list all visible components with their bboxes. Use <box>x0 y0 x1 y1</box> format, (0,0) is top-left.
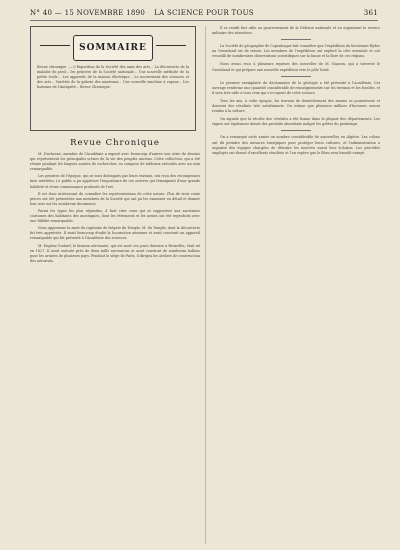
column-divider <box>205 26 206 544</box>
paragraph: On signale que la récolte des céréales a été bonne dans la plupart des départements. Les vignes ont également donné des produits abondants malgré les gelées du printemps. <box>212 117 380 127</box>
paragraph: Il se rendit fort utile au gouvernement de la Défense nationale et en organisant le service militaire des aérostiers. <box>212 26 380 36</box>
sommaire-text: Revue chronique. — L'Exposition de la Société des amis des arts... La découverte de la maladie du pied... les peintres de la Société nationale... Une nouvelle méthode de la petite école... Les appareils de la maison électrique... Le mouvement des sciences et des arts... Variétés de la galerie des minéraux... Une nouvelle machine à vapeur... Les hommes de l'Antiquité... Revue Chronique. <box>37 65 189 90</box>
sommaire-box <box>30 26 196 131</box>
paragraph: M. Duchesne, membre de l'Académie a exposé avec beaucoup d'autres une série de dessins qui représentent les principales scènes de la vie des peuples anciens. Cette collection, qui a été réunie pendant les longues années de recherches, se compose de tableaux exécutés avec un soin remarquable. <box>30 152 200 172</box>
paragraph: Les peintres de l'époque, qui se sont distingués par leurs travaux, ont reçu des récompenses bien méritées. Le public a pu apprécier l'importance de ces œuvres qui témoignent d'une grande habileté et d'une connaissance profonde de l'art. <box>30 174 200 189</box>
paragraph: M. Eugène Godard, le fameux aéronaute, qui est mort ces jours derniers à Bruxelles, était né en 1827. Il avait exécuté près de deux mille ascensions et avait construit de nombreux ballons pour les armées de plusieurs pays. Pendant le siège de Paris, il dirigea les ateliers de construction des aérostats. <box>30 243 200 263</box>
page-number: 361 <box>363 9 378 17</box>
journal-title: LA SCIENCE POUR TOUS <box>154 9 254 17</box>
paragraph: Nous avons reçu à plusieurs reprises des nouvelles de M. Nansen, qui a traversé le Groenland et qui prépare une nouvelle expédition vers le pôle Nord. <box>212 62 380 72</box>
section-divider <box>281 130 311 131</box>
issue-info: N° 40 — 15 NOVEMBRE 1890 <box>30 9 146 17</box>
paragraph: On a remarqué cette année un nombre considérable de sauterelles en Algérie. Les colons ont dû prendre des mesures énergiques pour protéger leurs cultures, et l'administration a organisé des équipes chargées de détruire les insectes avant leur éclosion. Les procédés employés ont donné d'excellents résultats et l'on espère que le fléau sera bientôt enrayé. <box>212 135 380 155</box>
paragraph: Il est donc intéressant de connaître les représentations de cette nature. Plus de trois cents pièces ont été présentées aux membres de la Société qui ont pu les examiner en détail et donner leur avis sur les nombreux documents. <box>30 191 200 206</box>
paragraph: Nous apprenons la mort du capitaine de frégate du Temple, M. du Temple, dont la découverte fut très appréciée. Il avait beaucoup étudié la locomotion aérienne et avait construit un appareil remarquable qui fut présenté à l'Académie des sciences. <box>30 226 200 241</box>
header-rule <box>30 20 378 21</box>
section-divider <box>281 76 311 77</box>
paragraph: Le premier exemplaire du dictionnaire de la géologie a été présenté à l'Académie. Cet ouvrage renferme une quantité considérable de renseignements sur les terrains et les fossiles, et il sera très utile à tous ceux qui s'occupent de cette science. <box>212 80 380 95</box>
paragraph: La Société de géographie de Copenhague fait connaître que l'expédition du lieutenant Ryder au Groenland est de retour. Les membres de l'expédition ont exploré la côte orientale et ont recueilli de nombreuses observations scientifiques sur la faune et la flore de ces régions. <box>212 44 380 59</box>
left-column <box>30 152 200 546</box>
section-title: Revue Chronique <box>70 138 160 148</box>
section-divider <box>281 39 311 40</box>
sommaire-title: SOMMAIRE <box>73 35 153 61</box>
paragraph: Tous les ans, à cette époque, les travaux de dessèchement des marais se poursuivent et donnent des résultats très satisfaisants. On estime que plusieurs milliers d'hectares seront rendus à la culture. <box>212 98 380 114</box>
paragraph: Parmi les types les plus répandus, il faut citer ceux qui se rapportent aux anciennes coutumes des habitants des montagnes, dont les vêtements et les armes ont été reproduits avec une fidélité remarquable. <box>30 208 200 224</box>
right-column <box>212 26 380 546</box>
